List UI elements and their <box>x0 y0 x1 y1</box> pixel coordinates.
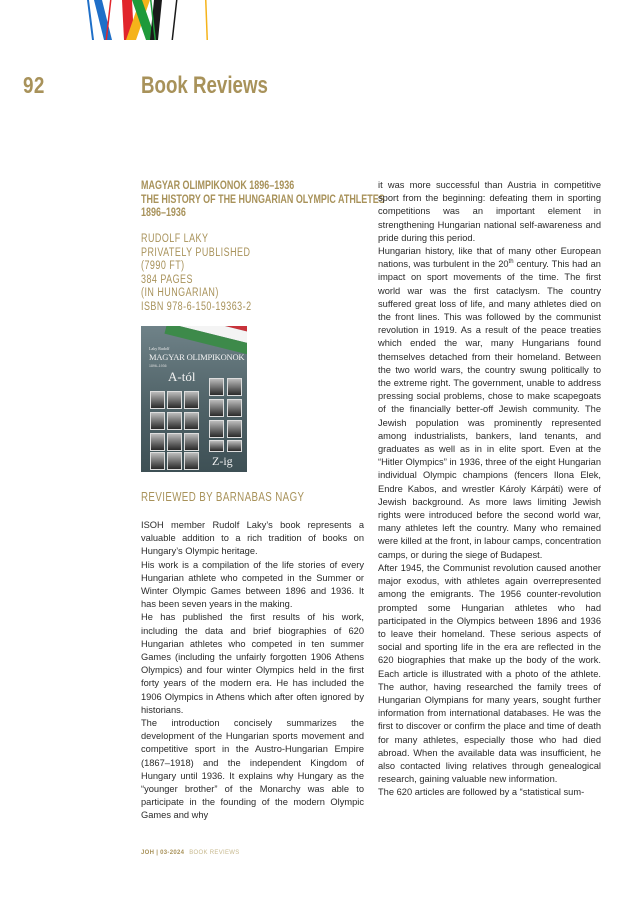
paragraph: The 620 articles are followed by a “statistical sum- <box>378 787 585 798</box>
olympic-ribbons-logo-icon <box>84 0 214 40</box>
section-title: Book Reviews <box>141 72 268 99</box>
paragraph-text: century. This had an impact on sport movements of the time. The first world war was the first cataclysm. The country suffered great loss of life, and many athletes died on the front lines. This was followed by the communist revolution in 1919. As a result of the peace treaties which ended the war, many Hungarians found themselves detached from their homeland. Between the two world wars, the country swung politically to the extreme right. The government, unable to address pressing social problems, chose to make scapegoats of the financially better-off Jewish community. The Jewish population was prominently represented among industrialists, bankers, land tenants, and graduates as well as in in elite sport. Even at the “Hitler Olympics” in 1936, three of the eight Hungarian individual Olympic champions (fencers Ilona Elek, Endre Kabos, and wrestler Károly Kárpáti) were of Jewish background. As more laws limiting Jewish rights were introduced before the second world war, many athletes left the country. Many who remained were killed at the front, in labour camps, concentration camps, or during the siege of Budapest. <box>378 259 601 560</box>
book-title <box>141 180 385 221</box>
reviewer-byline: REVIEWED BY BARNABAS NAGY <box>141 490 305 504</box>
cover-portrait <box>209 420 224 438</box>
book-language: (IN HUNGARIAN) <box>141 287 219 299</box>
ordinal-superscript: th <box>508 259 514 266</box>
cover-portrait <box>150 391 165 409</box>
book-isbn: ISBN 978-6-150-19363-2 <box>141 300 252 313</box>
cover-from-text: A-tól <box>168 369 196 384</box>
cover-portrait <box>167 412 182 430</box>
book-title-line: 1896–1936 <box>141 207 186 219</box>
paragraph: His work is a compilation of the life stories of every Hungarian athlete who competed in the Summer or Winter Olympic Games between 1896 and 1936. It has been seven years in the making. <box>141 559 364 610</box>
paragraph: He has published the first results of his work, including the data and brief biographies of 620 Hungarian athletes who competed in ten summer Games (including the unfairly forgotten 1906 Athens Olympics) and four winter Olympics held in the first forty years of the modern era. He has included the 1906 Olympics in Athens which after often ignored by historians. <box>141 612 364 715</box>
paragraph: The introduction concisely summarizes the development of the Hungarian sports movement and competitive sport in the Austro-Hungarian Empire (1867–1918) and the independent Kingdom of Hungary until 1936. It explains why Hungary as the “younger brother” of the Monarchy was able to participate in the founding of the modern Olympic Games and why <box>141 718 364 821</box>
book-cover-image <box>141 326 247 472</box>
logo-ribbon-blue <box>94 0 112 40</box>
cover-portrait <box>209 378 224 396</box>
cover-portrait <box>209 440 224 452</box>
cover-portrait <box>184 391 199 409</box>
footer-section: BOOK REVIEWS <box>189 850 240 856</box>
logo-ribbon-blue-thin <box>87 0 94 40</box>
cover-portrait <box>150 412 165 430</box>
cover-portrait <box>167 391 182 409</box>
paragraph: ISOH member Rudolf Laky’s book represents a valuable addition to a rich tradition of books on Hungary’s Olympic heritage. <box>141 520 364 557</box>
page-footer <box>141 850 240 856</box>
page-number: 92 <box>23 72 45 98</box>
cover-portrait <box>209 399 224 417</box>
cover-portrait <box>167 433 182 451</box>
cover-portrait <box>227 420 242 438</box>
cover-author: Laky Rudolf <box>149 346 170 351</box>
paragraph: it was more successful than Austria in competitive sport from the beginning: defeating them in sporting competitions was an important element in strengthening Hungarian national self-awareness and pride during this period. <box>378 180 601 243</box>
paragraph <box>378 245 601 562</box>
cover-portrait <box>227 440 242 452</box>
book-title-line: MAGYAR OLIMPIKONOK 1896–1936 <box>141 180 295 192</box>
cover-portrait <box>150 452 165 470</box>
cover-portrait <box>184 412 199 430</box>
review-column-left <box>141 519 364 823</box>
book-pages: 384 PAGES <box>141 273 193 286</box>
review-column-right <box>378 179 601 800</box>
book-publisher: PRIVATELY PUBLISHED <box>141 246 251 259</box>
cover-portrait <box>184 452 199 470</box>
paragraph-text: Hungarian history, like that of many other European nations, was turbulent in the 20 <box>378 246 601 270</box>
cover-title: MAGYAR OLIMPIKONOK <box>149 352 245 362</box>
cover-portrait <box>227 378 242 396</box>
logo-ribbon-yellow-thin <box>205 0 208 40</box>
cover-to-text: Z-ig <box>212 454 233 468</box>
cover-portrait <box>184 433 199 451</box>
book-title-line: THE HISTORY OF THE HUNGARIAN OLYMPIC ATHLETES <box>141 193 385 206</box>
book-author: RUDOLF LAKY <box>141 233 209 245</box>
cover-portrait <box>150 433 165 451</box>
book-price: (7990 FT) <box>141 260 185 272</box>
paragraph: After 1945, the Communist revolution caused another major exodus, with athletes again overrepresented among the emigrants. The 1956 counter-revolution prompted some Hungarian athletes who had participated in the Olympics between 1896 and 1936 to leave their homeland. These serious aspects of social and sporting life in the era are reflected in the 620 biographies that make up the body of the work. Each article is illustrated with a photo of the athlete. The author, having researched the family trees of Hungarian Olympians for many years, sought further information from international databases. He was the first to discover or confirm the place and time of death for many athletes, especially those who had died abroad. When the available data was insufficient, he also contacted living relatives through genealogical research, gaining valuable new information. <box>378 562 601 785</box>
book-info <box>141 233 375 314</box>
logo-ribbon-black-thin <box>172 0 178 40</box>
cover-portrait <box>227 399 242 417</box>
cover-portrait <box>167 452 182 470</box>
cover-years: 1896–1936 <box>149 364 167 368</box>
footer-journal: JOH | 03-2024 <box>141 850 185 856</box>
